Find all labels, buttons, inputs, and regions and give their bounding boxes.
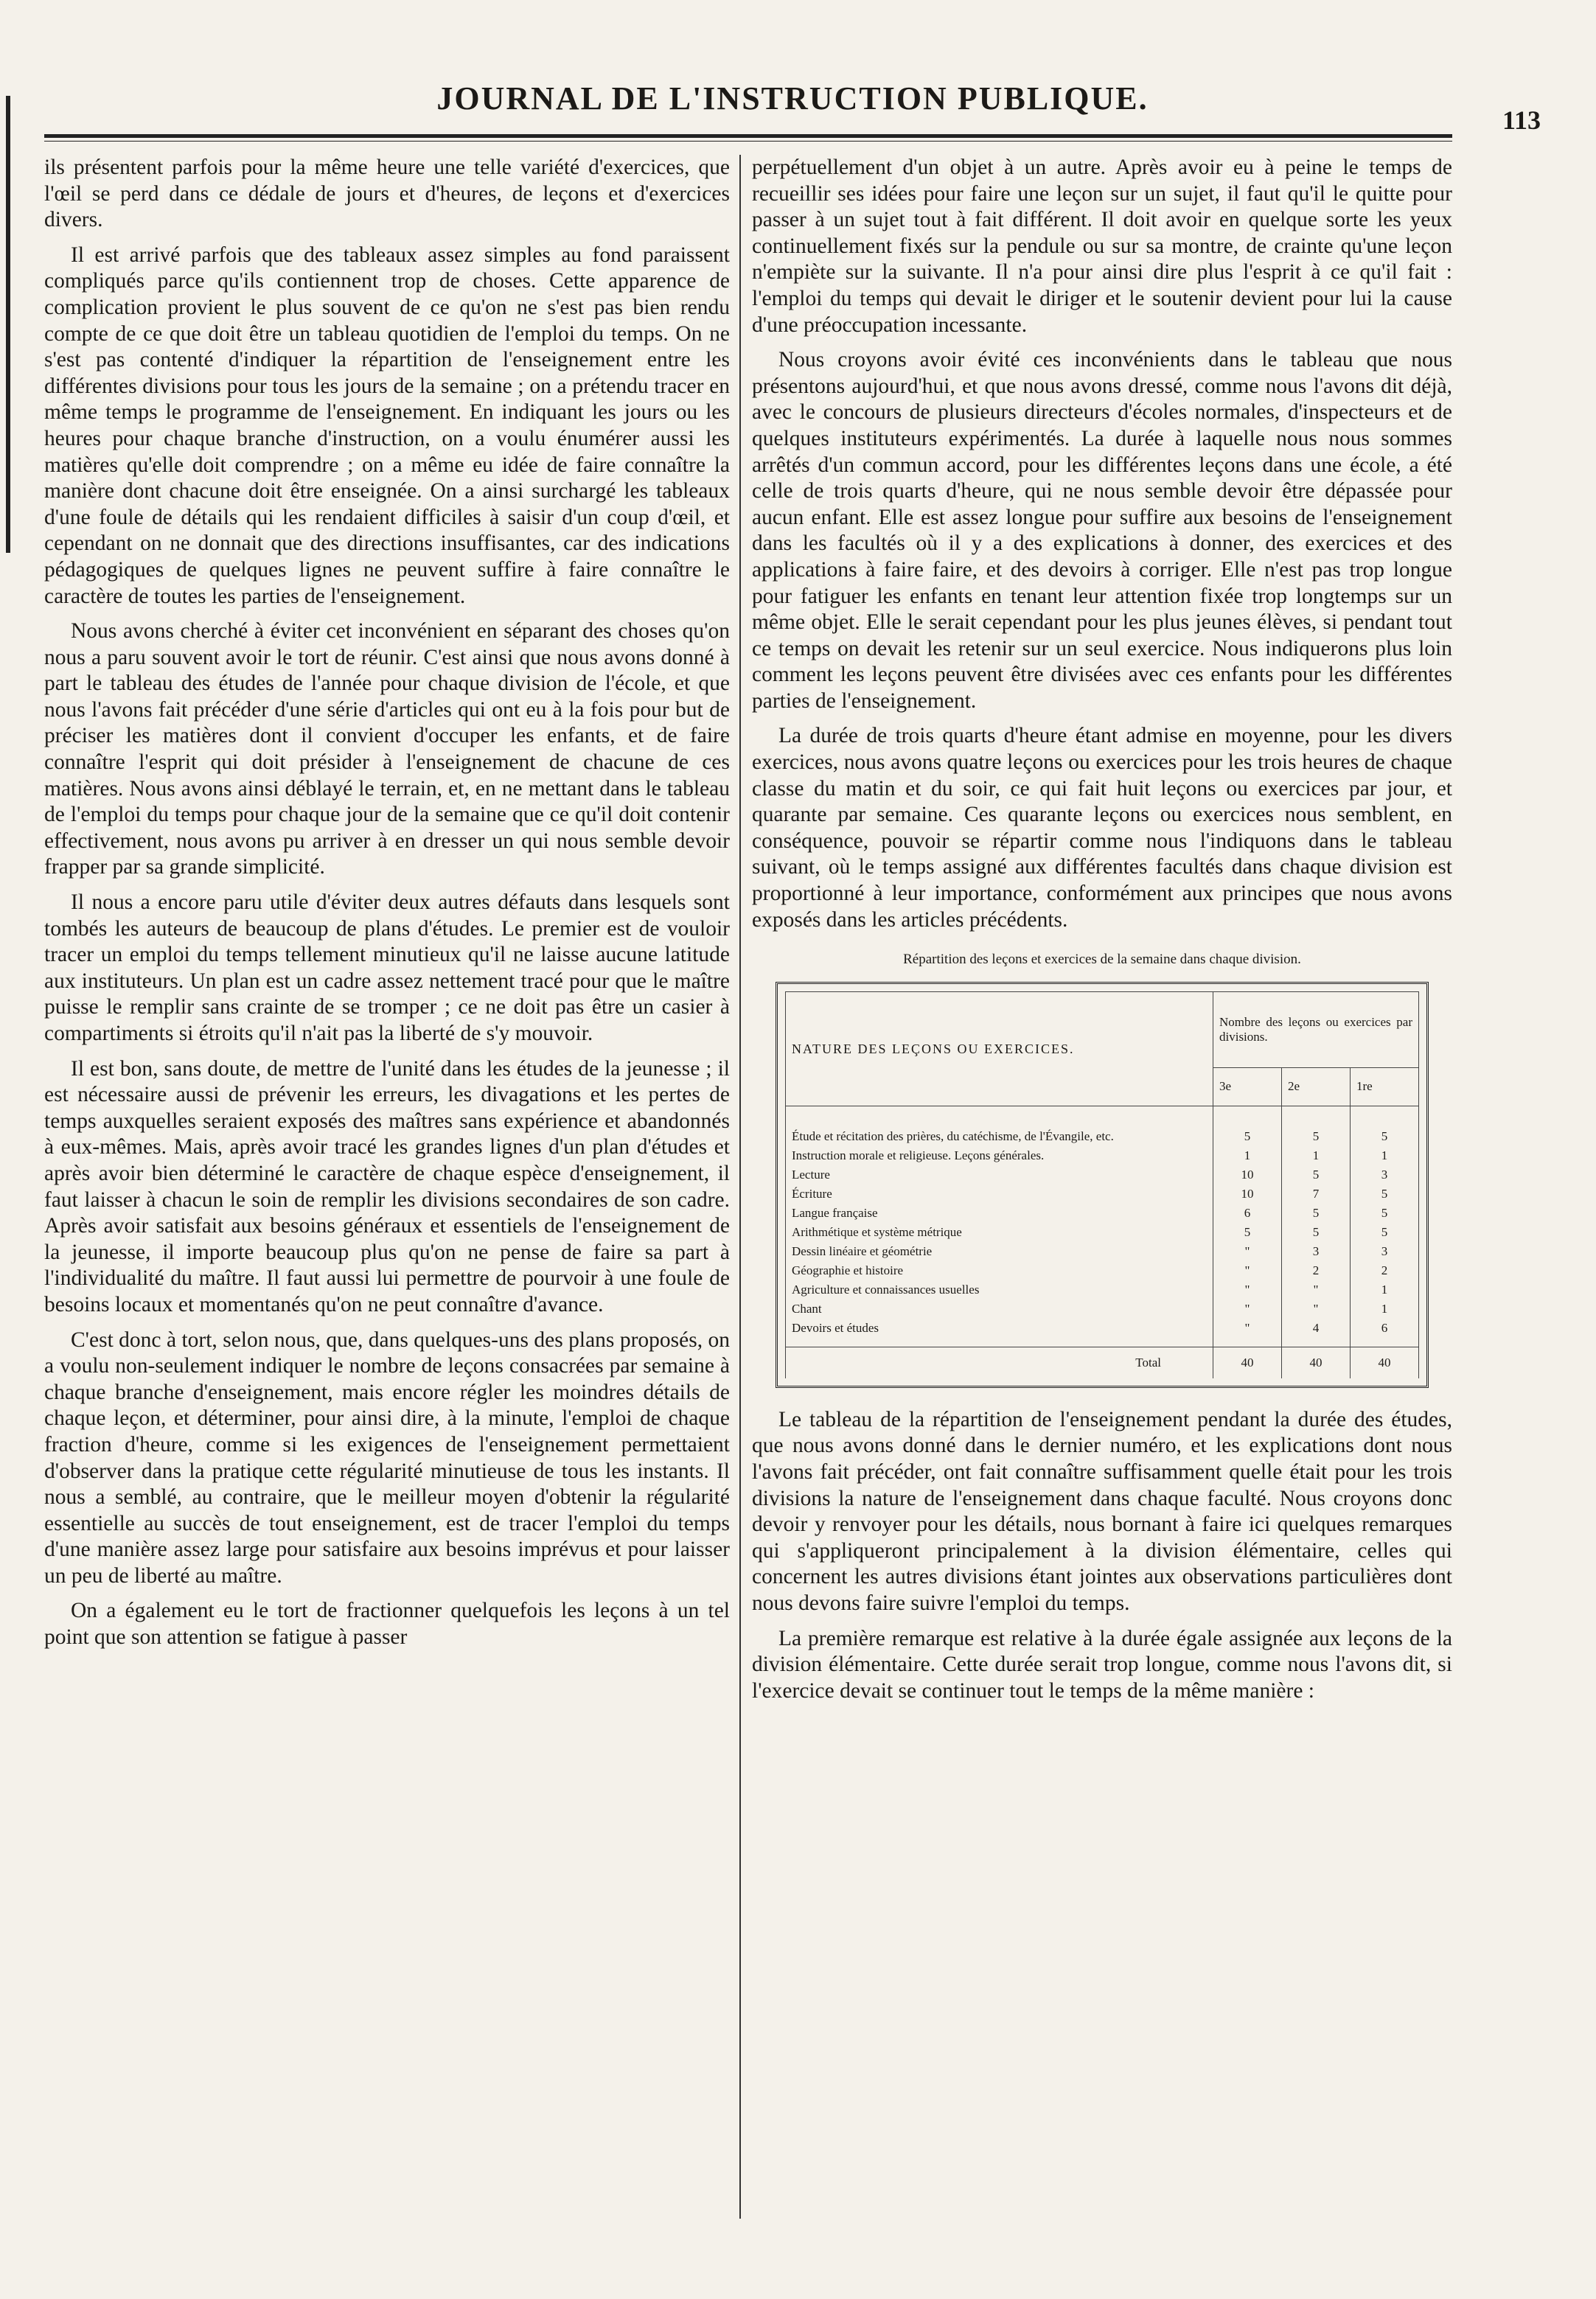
paragraph: La durée de trois quarts d'heure étant admise en moyenne, pour les divers exercices, nous avons quatre leçons ou exercices pour les trois heures de chaque classe du matin et du soir, ce qui fait huit leçons ou exercices par jour, et quarante par semaine. Ces quarante leçons ou exercices nous semblent, en conséquence, pouvoir se répartir comme nous l'indiquons dans le tableau suivant, où le temps assigné aux différentes facultés dans chaque division est proportionné à leur importance, conformément aux principes que nous avons exposés dans les articles précédents.: [752, 724, 1452, 932]
row-label: Chant: [786, 1299, 1213, 1319]
row-value: 1: [1213, 1146, 1282, 1165]
row-value: ": [1213, 1242, 1282, 1261]
row-label: Agriculture et connaissances usuelles: [786, 1280, 1213, 1299]
row-value: 1: [1351, 1280, 1419, 1299]
table-row: [786, 1146, 1419, 1165]
binding-edge-mark: [6, 96, 10, 553]
row-label: Écriture: [786, 1185, 1213, 1204]
paragraph: On a également eu le tort de fractionner quelquefois les leçons à un tel point que son attention se fatigue à passer: [44, 1599, 730, 1650]
row-value: 3: [1351, 1165, 1419, 1185]
row-value: 5: [1213, 1223, 1282, 1242]
lessons-table: [785, 991, 1419, 1378]
row-value: 5: [1351, 1204, 1419, 1223]
row-value: 3: [1282, 1242, 1351, 1261]
count-header: Nombre des leçons ou exercices par divisions.: [1213, 991, 1419, 1067]
nature-header: NATURE DES LEÇONS OU EXERCICES.: [786, 991, 1213, 1106]
row-value: 5: [1351, 1185, 1419, 1204]
table-row: [786, 1106, 1419, 1146]
row-label: Langue française: [786, 1204, 1213, 1223]
table-row: [786, 1319, 1419, 1347]
row-value: 2: [1351, 1261, 1419, 1280]
division-header: 1re: [1351, 1067, 1419, 1106]
total-cell: 40: [1213, 1347, 1282, 1378]
row-value: ": [1282, 1280, 1351, 1299]
total-cell: 40: [1351, 1347, 1419, 1378]
row-value: 10: [1213, 1165, 1282, 1185]
row-value: 1: [1351, 1146, 1419, 1165]
column-divider: [739, 155, 741, 2219]
row-value: 2: [1282, 1261, 1351, 1280]
row-label: Lecture: [786, 1165, 1213, 1185]
total-label: Total: [786, 1347, 1213, 1378]
paragraph: Nous croyons avoir évité ces inconvénients dans le tableau que nous présentons aujourd'hui, et que nous avons dressé, comme nous l'avons dit déjà, avec le concours de plusieurs directeurs d'écoles normales, d'inspecteurs et de quelques instituteurs expérimentés. La durée à laquelle nous nous sommes arrêtés d'un commun accord, pour les différentes leçons dans une école, a été celle de trois quarts d'heure, qui ne nous semble devoir être dépassée pour aucun enfant. Elle est assez longue pour suffire aux besoins de l'enseignement dans les facultés où il y a des explications à donner, des exercices et des applications à faire faire, et des devoirs à corriger. Elle n'est pas trop longue pour fatiguer les enfants en tenant leur attention fixée trop longtemps sur un même objet. Elle le serait cependant pour les plus jeunes élèves, si pendant tout ce temps on devait les retenir sur un seul exercice. Nous indiquerons plus loin comment les leçons peuvent être divisées avec ces enfants pour les différentes parties de l'enseignement.: [752, 348, 1452, 713]
row-value: 5: [1282, 1223, 1351, 1242]
row-value: ": [1213, 1280, 1282, 1299]
row-label: Étude et récitation des prières, du catéchisme, de l'Évangile, etc.: [786, 1106, 1213, 1146]
row-value: 6: [1351, 1319, 1419, 1347]
lessons-table-frame: [776, 982, 1429, 1388]
row-value: 5: [1213, 1106, 1282, 1146]
table-row: [786, 1165, 1419, 1185]
row-value: ": [1213, 1261, 1282, 1280]
row-value: 7: [1282, 1185, 1351, 1204]
row-value: 1: [1351, 1299, 1419, 1319]
table-row: [786, 1185, 1419, 1204]
total-cell: 40: [1282, 1347, 1351, 1378]
row-value: 5: [1282, 1204, 1351, 1223]
paragraph: ils présentent parfois pour la même heure une telle variété d'exercices, que l'œil se perd dans ce dédale de jours et d'heures, de leçons et d'exercices divers.: [44, 156, 730, 232]
division-header: 2e: [1282, 1067, 1351, 1106]
page-number: 113: [1502, 105, 1541, 135]
table-row: [786, 1280, 1419, 1299]
row-value: 5: [1282, 1165, 1351, 1185]
page-header: [44, 74, 1541, 135]
row-value: 5: [1351, 1106, 1419, 1146]
paragraph: Il est arrivé parfois que des tableaux assez simples au fond paraissent compliqués parce qu'ils contiennent trop de choses. Cette apparence de complication provient le plus souvent de ce qu'on ne s'est pas bien rendu compte de ce que doit être un tableau quotidien de l'emploi du temps. On ne s'est pas contenté d'indiquer la répartition de l'enseignement entre les différentes divisions pour tous les jours de la semaine ; on a prétendu tracer en même temps le programme de l'enseignement. En indiquant les jours ou les heures pour chaque branche d'instruction, on a voulu énumérer aussi les matières qu'elle doit comprendre ; on a même eu idée de faire connaître la manière dont chacune doit être enseignée. On a ainsi surchargé les tableaux d'une foule de détails qui les rendaient difficiles à saisir d'un coup d'œil, et cependant on ne donnait que des directions insuffisantes, car des indications pédagogiques de quelques lignes ne peuvent suffire à faire connaître le caractère de toutes les parties de l'enseignement.: [44, 243, 730, 608]
row-value: ": [1213, 1299, 1282, 1319]
table-row: [786, 1261, 1419, 1280]
row-label: Dessin linéaire et géométrie: [786, 1242, 1213, 1261]
header-rule: [44, 134, 1452, 138]
row-value: 1: [1282, 1146, 1351, 1165]
paragraph: perpétuellement d'un objet à un autre. Après avoir eu à peine le temps de recueillir ses idées pour faire une leçon sur un sujet, il faut qu'il le quitte pour passer à un sujet tout à fait différent. Il doit avoir en quelque sorte les yeux continuellement fixés sur la pendule ou sur sa montre, de crainte qu'une leçon n'empiète sur la suivante. Il n'a pour ainsi dire plus l'esprit à ce qu'il fait : l'emploi du temps qui devait le diriger et le soutenir devient pour lui la cause d'une préoccupation incessante.: [752, 156, 1452, 337]
journal-title: JOURNAL DE L'INSTRUCTION PUBLIQUE.: [436, 80, 1149, 116]
paragraph: C'est donc à tort, selon nous, que, dans quelques-uns des plans proposés, on a voulu non-seulement indiquer le nombre de leçons consacrées par semaine à chaque branche d'enseignement, mais encore régler les moindres détails de chaque leçon, et déterminer, pour ainsi dire, à la minute, l'emploi de chaque fraction d'heure, comme si les exigences de l'enseignement permettaient d'observer dans la pratique cette régularité minutieuse de tous les instants. Il nous a semblé, au contraire, que le meilleur moyen d'obtenir la régularité essentielle au succès de tout enseignement, est de tracer l'emploi du temps d'une manière assez large pour satisfaire aux besoins imprévus et pour laisser un peu de liberté au maître.: [44, 1328, 730, 1588]
row-value: 5: [1351, 1223, 1419, 1242]
row-value: 4: [1282, 1319, 1351, 1347]
row-label: Arithmétique et système métrique: [786, 1223, 1213, 1242]
left-column: [44, 155, 730, 1660]
row-label: Géographie et histoire: [786, 1261, 1213, 1280]
table-row: [786, 1299, 1419, 1319]
header-rule-thin: [44, 141, 1452, 142]
table-caption: Répartition des leçons et exercices de la semaine dans chaque division.: [903, 952, 1301, 968]
row-value: 10: [1213, 1185, 1282, 1204]
table-row: [786, 1204, 1419, 1223]
paragraph: Nous avons cherché à éviter cet inconvénient en séparant des choses qu'on nous a paru souvent avoir le tort de réunir. C'est ainsi que nous avons donné à part le tableau des études de l'année pour chaque division de l'école, et que nous l'avons fait précéder d'une série d'articles qui ont eu à la fois pour but de préciser les matières dont il convient d'occuper les enfants, et de faire connaître l'esprit qui doit présider à l'enseignement de chacune de ces matières. Nous avons ainsi déblayé le terrain, et, en ne mettant dans le tableau de l'emploi du temps pour chaque jour de la semaine que ce qu'il doit contenir effectivement, nous avons pu arriver à en dresser un qui nous semble devoir frapper par sa grande simplicité.: [44, 619, 730, 879]
row-value: ": [1282, 1299, 1351, 1319]
paragraph: Il est bon, sans doute, de mettre de l'unité dans les études de la jeunesse ; il est nécessaire aussi de prévenir les erreurs, les divagations et les pertes de temps auxquelles seraient exposés des maîtres sans expérience et abandonnés à eux-mêmes. Mais, après avoir tracé les grandes lignes d'un plan d'études et après avoir bien déterminé le caractère de chaque espèce d'enseignement, il faut laisser à chacun le soin de remplir les divisions secondaires de son cadre. Après avoir satisfait aux besoins généraux et essentiels de l'enseignement de la jeunesse, il importe beaucoup plus qu'on ne pense de faire sa part à l'individualité du maître. Il faut aussi lui permettre de pourvoir à une foule de besoins locaux et momentanés qu'on ne peut connaître d'avance.: [44, 1056, 730, 1316]
paragraph: Le tableau de la répartition de l'enseignement pendant la durée des études, que nous avons donné dans le dernier numéro, et les explications dont nous l'avons fait précéder, ont fait connaître suffisamment quelle était pour les trois divisions la nature de l'enseignement dans chaque faculté. Nous croyons donc devoir y renvoyer pour les détails, nous bornant à faire ici quelques remarques qui s'appliqueront principalement à la division élémentaire, celles qui concernent les autres divisions étant jointes aux observations particulières dont nous devons faire suivre l'emploi du temps.: [752, 1407, 1452, 1615]
paragraph: La première remarque est relative à la durée égale assignée aux leçons de la division élémentaire. Cette durée serait trop longue, comme nous l'avons dit, si l'exercice devait se continuer tout le temps de la même manière :: [752, 1626, 1452, 1703]
row-value: 6: [1213, 1204, 1282, 1223]
row-label: Devoirs et études: [786, 1319, 1213, 1347]
row-value: 5: [1282, 1106, 1351, 1146]
right-column: [752, 155, 1452, 1713]
table-row: [786, 1242, 1419, 1261]
row-label: Instruction morale et religieuse. Leçons générales.: [786, 1146, 1213, 1165]
table-row: [786, 1223, 1419, 1242]
total-row: [786, 1347, 1419, 1378]
paragraph: Il nous a encore paru utile d'éviter deux autres défauts dans lesquels sont tombés les auteurs de beaucoup de plans d'études. Le premier est de vouloir tracer un emploi du temps tellement minutieux qu'il ne laisse aucune latitude aux instituteurs. Un plan est un cadre assez nettement tracé pour que le maître puisse le remplir sans crainte de se tromper ; ce ne doit pas être un casier à compartiments si étroits qu'il n'ait pas la liberté de s'y mouvoir.: [44, 890, 730, 1045]
division-header: 3e: [1213, 1067, 1282, 1106]
table-body: [786, 1106, 1419, 1347]
row-value: ": [1213, 1319, 1282, 1347]
row-value: 3: [1351, 1242, 1419, 1261]
